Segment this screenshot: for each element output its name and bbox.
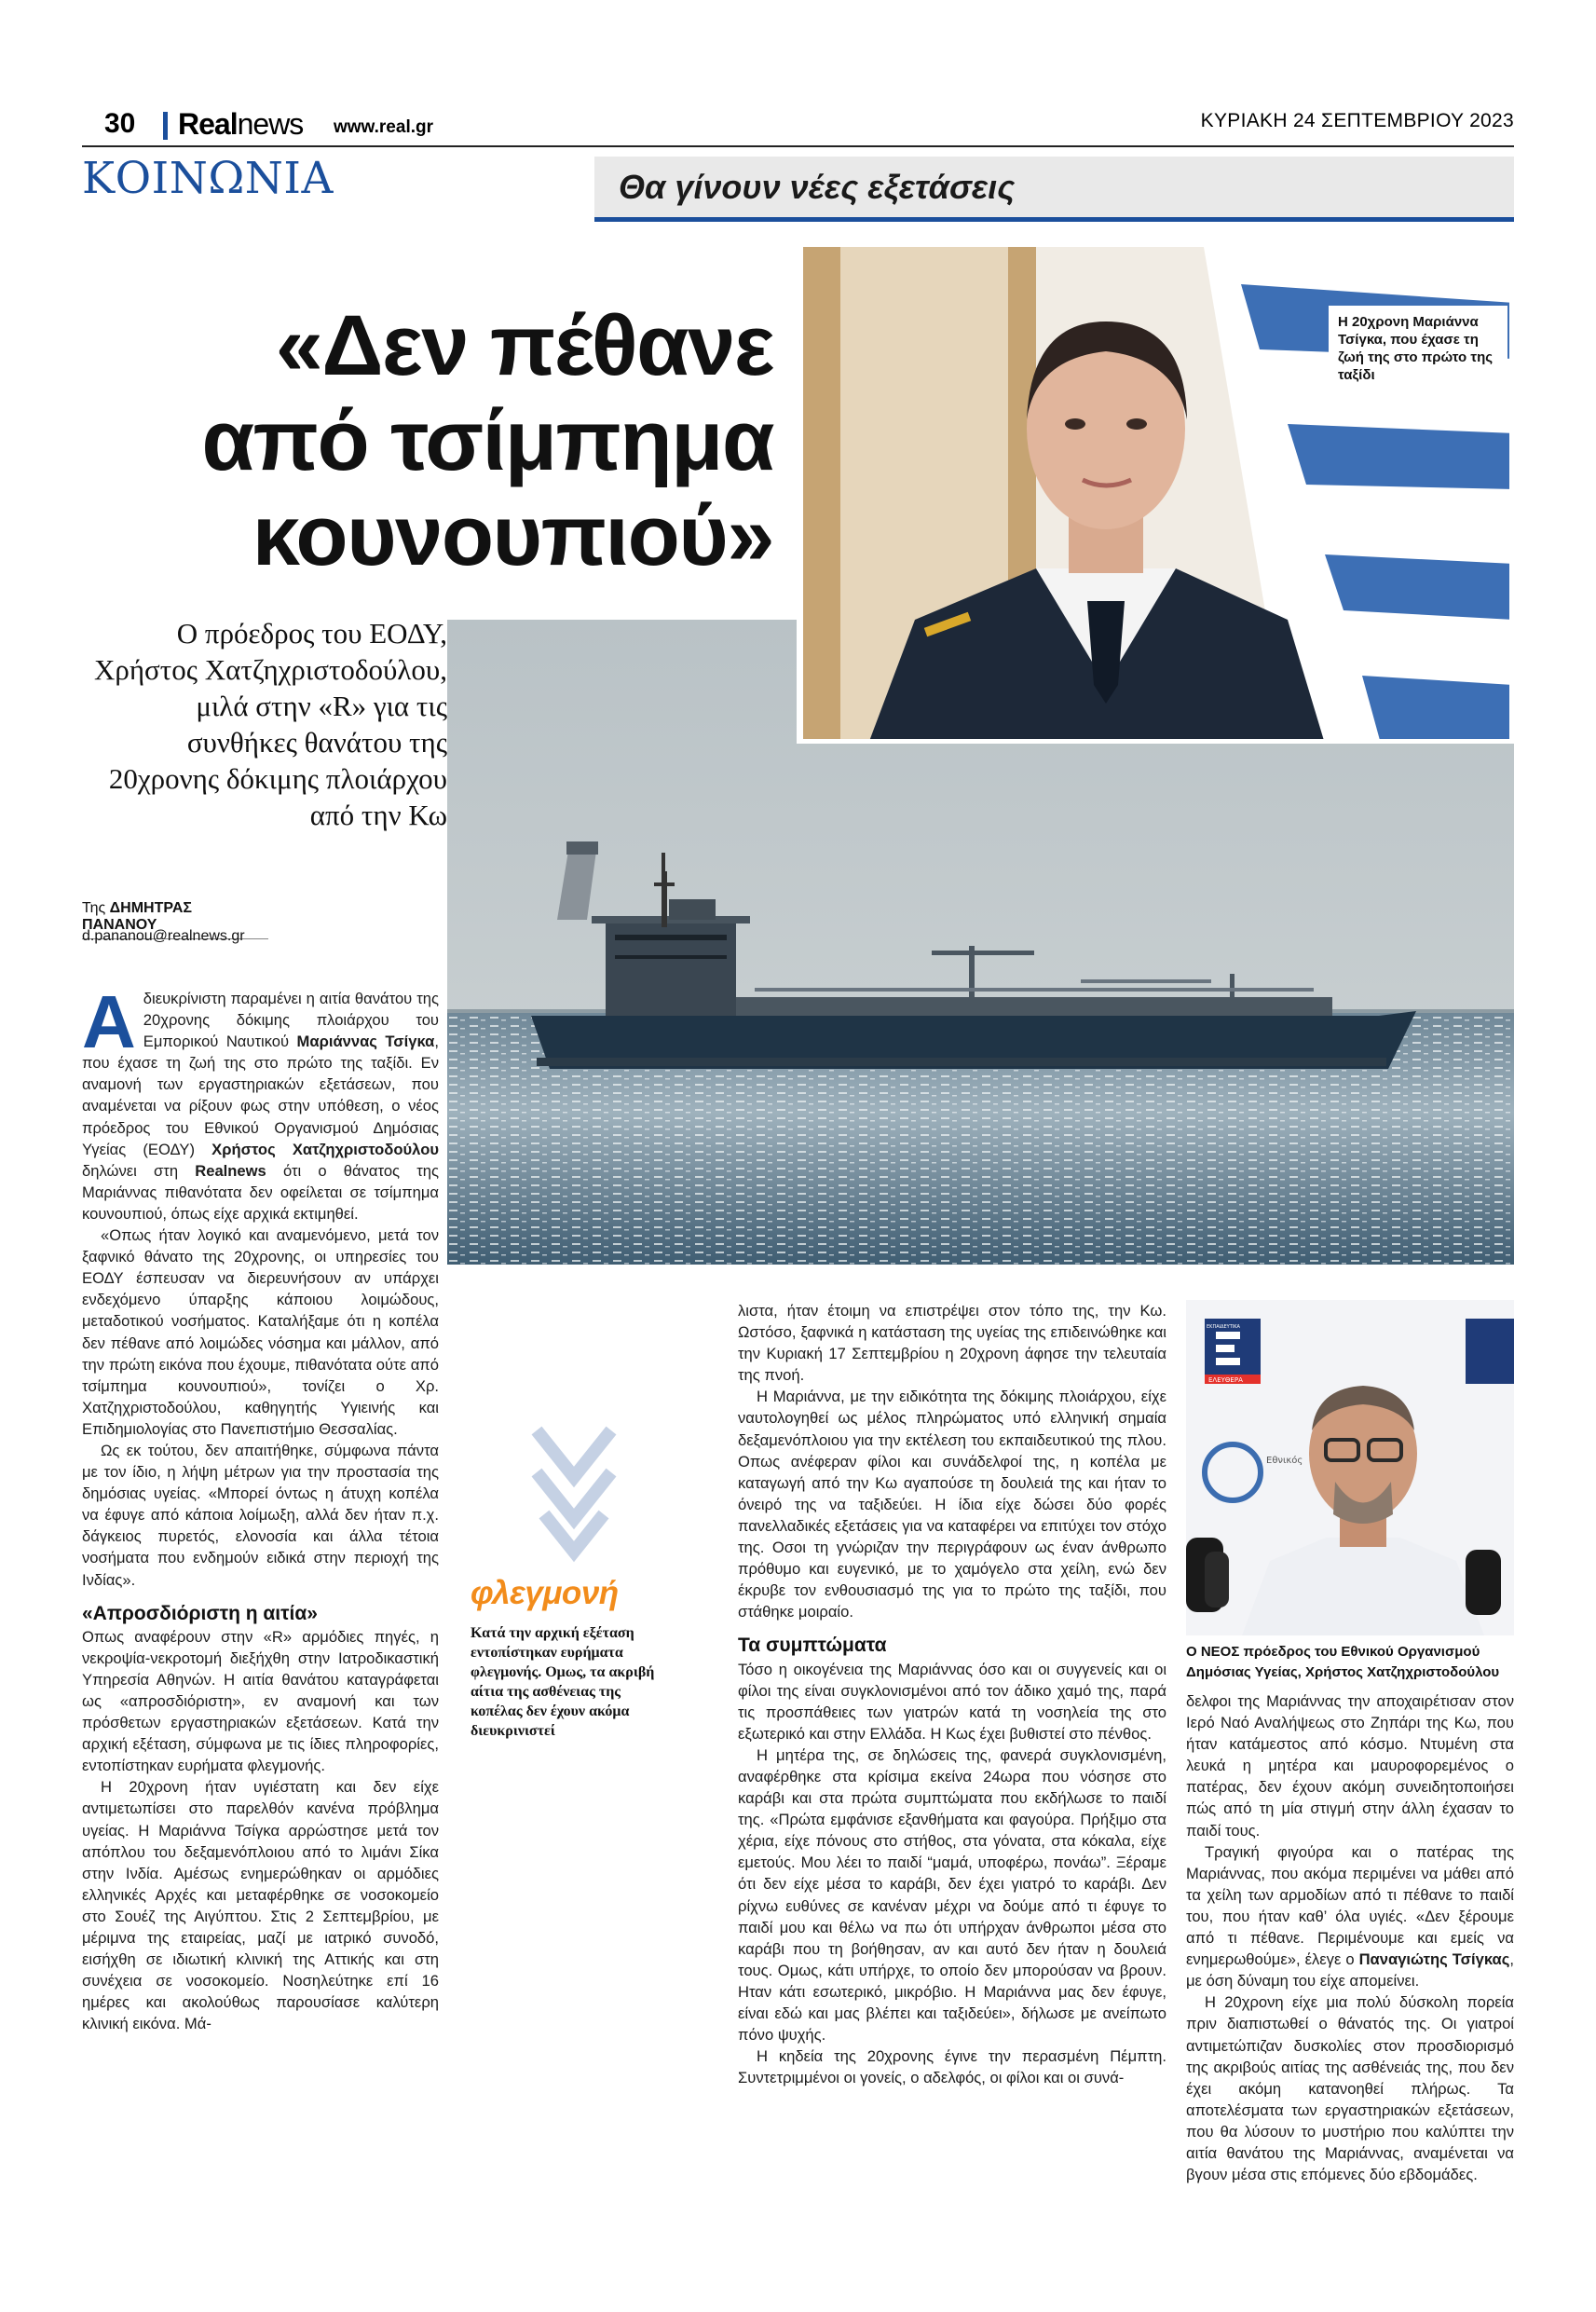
headline-line-3: κουνουπιού»: [252, 488, 773, 583]
text-run-bold: Μαριάννας Τσίγκα: [296, 1033, 435, 1051]
headline-line-1: «Δεν πέθανε: [275, 298, 773, 393]
page-number: 30: [104, 108, 136, 139]
president-caption: Ο ΝΕΟΣ πρόεδρος του Εθνικού Οργανισμού Δημόσιας Υγείας, Χρήστος Χατζηχριστοδούλου: [1186, 1644, 1500, 1680]
header-divider: [163, 112, 168, 140]
text-run: , που έχασε τη ζωή της στο πρώτο της ταξίδι. Εν αναμονή των εργαστηριακών εξετάσεων, που αναμένεται να ρίξουν φως στην υπόθεση, ο νέος πρόεδρος του Εθνικού Οργανισμού Δημόσιας Υγείας (ΕΟΔΥ): [82, 1033, 439, 1158]
text-run: δηλώνει στη: [82, 1161, 196, 1180]
logo-right: Εθνικός: [1266, 1456, 1303, 1466]
kicker-bar: [594, 157, 1514, 222]
brand-bold: Real: [178, 107, 238, 141]
byline-prefix: Της: [82, 900, 106, 916]
paragraph: Η μητέρα της, σε δηλώσεις της, φανερά συγκλονισμένη, αναφέρθηκε στα κρίσιμα εκείνα 24ωρα που νόσησε στο καράβι και στα πρώτα συμπτώματα που εκδήλωσε το παιδί της. «Πρώτα εμφάνισε εξανθήματα και φαγούρα. Πρήξιμο στα χέρια, είχε πόνους στο στήθος, στα γόνατα, στα κόκαλα, είχε εμετούς. Μου λέει το παιδί “μαμά, υποφέρω, πονάω”. Ξέραμε ότι δεν είχε μέσα το καράβι, δεν έχει γιατρό το καράβι. Δεν ρίχνω ευθύνες σε κανέναν μέχρι να δούμε από τι έφυγε το παιδί μου και θέλω να πω ότι υπήρχαν άνθρωποι μέσα στο καράβι που τη βοήθησαν, αν και αυτό δεν ήταν η δουλειά τους. Ομως, κάτι υπήρχε, το οποίο δεν μπορούσαν να βρουν. Ηταν κάτι εσωτερικό, μικρόβιο. Η Μαριάννα μας δεν έφυγε, είναι εδώ και μας βλέπει και ταξιδεύει», δήλωσε με ανείπωτο πόνο ψυχής.: [738, 1745, 1166, 2045]
kicker-text: Θα γίνουν νέες εξετάσεις: [619, 168, 1016, 206]
text-run: Τραγική φιγούρα και ο πατέρας της Μαριάννας, που ακόμα περιμένει να μάθει από τα χείλη των αρμοδίων από τι πέθανε το παιδί του, που ήταν καθ’ όλα υγιές. «Δεν ξέρουμε από τι πέθανε. Περιμένουμε και εμείς να ενημερωθούμε», έλεγε ο: [1186, 1842, 1514, 1969]
president-photo: [1186, 1300, 1514, 1635]
author-email[interactable]: d.pananou@realnews.gr: [82, 928, 245, 944]
header-rule: [82, 145, 1514, 147]
president-illustration: [1186, 1300, 1514, 1635]
logo-left-top: ΕΚΠΑΙΔΕΥΤΙΚΑ: [1207, 1324, 1240, 1330]
paragraph: Η Μαριάννα, με την ειδικότητα της δόκιμης πλοιάρχου, είχε ναυτολογηθεί ως μέλος πληρώματος υπό ελληνική σημαία δεξαμενόπλοιου για την εκτέλεση του εκπαιδευτικού της πλου. Οπως ανέφεραν φίλοι και συνάδελφοί της, η κοπέλα με καταγωγή από την Κω αγαπούσε τη δουλειά της και ήταν το όνειρό της να ταξιδεύει. Η ίδια είχε δώσει δύο φορές πανελλαδικές εξετάσεις για να καταφέρει να επιτύχει τον στόχο της. Οσοι τη γνώριζαν την περιγράφουν ως έναν άνθρωπο πρόθυμο και ευγενικό, με το χαμόγελο στα χείλη, ενώ δεν έκρυβε τον ενθουσιασμό της για το πρώτο της ταξίδι, που στάθηκε μοιραίο.: [738, 1388, 1166, 1621]
text-run-bold: Χρήστος Χατζηχριστοδούλου: [211, 1140, 439, 1158]
brand-light: news: [237, 107, 304, 141]
paragraph: Ως εκ τούτου, δεν απαιτήθηκε, σύμφωνα πάντα με τον ίδιο, η λήψη μέτρων για την προστασία της δημόσιας υγείας. «Μπορεί όντως η άτυχη κοπέλα να έφυγε από κάποια λοίμωξη, αλλά δεν ήταν π.χ. δάγκειος πυρετός, ελονοσία και άλλα τέτοια νοσήματα που ενδημούν ειδικά στην περιοχή της Ινδίας».: [82, 1441, 439, 1589]
paragraph: δελφοι της Μαριάννας την αποχαιρέτισαν στον Ιερό Ναό Αναλήψεως στο Ζηπάρι της Κω, που ήταν κατάμεστος από κόσμο. Ντυμένη στα λευκά η μητέρα και μαυροφορεμένος ο πατέρας, δεν έχουν ακόμη συνειδητοποιήσει πώς από τη μία στιγμή στην άλλη έχασαν το παιδί τους.: [1186, 1692, 1514, 1840]
paragraph: Η 20χρονη είχε μια πολύ δύσκολη πορεία πριν διαπιστωθεί ο θάνατός της. Οι γιατροί αντιμετώπιζαν δυσκολίες στον προσδιορισμό της ακριβούς αιτίας της ασθένειάς της, που δεν έχει ακόμη κατανοηθεί πλήρως. Τα αποτελέσματα των εργαστηριακών εξετάσεων, που θα λύσουν το μυστήριο που καλύπτει την αιτία θανάτου της Μαριάννας, αναμένεται να βγουν μέσα στις επόμενες δύο εβδομάδες.: [1186, 1993, 1514, 2184]
text-run: ότι ο θάνατος της Μαριάννας πιθανότατα δεν οφείλεται σε τσίμπημα κουνουπιού, όπως είχε αρχικά εκτιμηθεί.: [82, 1161, 440, 1223]
pullquote: Κατά την αρχική εξέταση εντοπίστηκαν ευρήματα φλεγμονής. Ομως, τα ακριβή αίτια της ασθένειας της κοπέλας δεν έχουν ακόμα διευκρινιστεί: [471, 1625, 655, 1739]
byline-author: ΔΗΜΗΤΡΑΣ ΠΑΝΑΝΟΥ: [82, 900, 193, 933]
text-run-bold: Realnews: [195, 1161, 266, 1180]
brand-logo: [178, 107, 303, 142]
chevron-down-icon: [527, 1421, 621, 1570]
subheading: Τα συμπτώματα: [738, 1635, 887, 1657]
paragraph: Η κηδεία της 20χρονης έγινε την περασμένη Πέμπτη. Συντετριμμένοι οι γονείς, ο αδελφός, οι φίλοι και οι συνά-: [738, 2047, 1166, 2087]
headline: [158, 298, 773, 583]
body-column-2: [738, 1300, 1166, 2088]
portrait-caption: Η 20χρονη Μαριάννα Τσίγκα, που έχασε τη ζωή της στο πρώτο της ταξίδι: [1329, 306, 1507, 391]
text-run: διευκρίνιστη παραμένει η αιτία θανάτου της 20χρονης δόκιμης πλοιάρχου του Εμπορικού Ναυτικού: [143, 990, 439, 1051]
drop-cap: Α: [82, 980, 136, 1063]
body-column-3: [1186, 1690, 1514, 2185]
logo-left: ΕΛΕΥΘΕΡΑ: [1208, 1376, 1243, 1384]
paragraph: Η 20χρονη ήταν υγιέστατη και δεν είχε αντιμετωπίσει στο παρελθόν κανένα πρόβλημα υγείας. Η Μαριάννα Τσίγκα αρρώστησε μετά τον απόπλου του δεξαμενόπλοιου από το λιμάνι Σίκα στην Ινδία. Αμέσως ενημερώθηκαν οι αρμόδιες ελληνικές Αρχές και μεταφέρθηκε σε νοσοκομείο στο Σουέζ της Αιγύπτου. Στις 2 Σεπτεμβρίου, με μέριμνα της εταιρείας, μαζί με ιατρικό συνοδό, εισήχθη σε ιδιωτική κλινική της Αττικής και στη συνέχεια σε νοσοκομείο. Νοσηλεύτηκε επί 16 ημέρες και ακολούθως παρουσίασε καλύτερη κλινική εικόνα. Μά-: [82, 1778, 439, 2033]
body-column-1: [82, 980, 440, 2035]
text-run: , με όση δύναμη του είχε απομείνει.: [1186, 1950, 1514, 1991]
website: www.real.gr: [334, 117, 433, 137]
paragraph: Οπως αναφέρουν στην «R» αρμόδιες πηγές, η νεκροψία-νεκροτομή διεξήχθη στην Ιατροδικαστική Υπηρεσία Αθηνών. Η αιτία θανάτου καταγράφεται ως «απροσδιόριστη», εν αναμονή και των πρόσθετων εργαστηριακών εξετάσεων. Κατά την αρχική εξέταση, σύμφωνα με τις ίδιες πληροφορίες, εντοπίστηκαν ευρήματα φλεγμονής.: [82, 1627, 439, 1775]
sidebar-keyword: φλεγμονή: [471, 1575, 619, 1611]
paragraph: [1186, 1841, 1514, 1992]
section-title: ΚΟΙΝΩΝΙΑ: [82, 153, 334, 204]
paragraph: Τόσο η οικογένεια της Μαριάννας όσο και οι συγγενείς και οι φίλοι της είναι συγκλονισμένοι από τον άδικο χαμό της, παρά τις προσπάθειες των γιατρών κατά τη νοσηλεία της στο εξωτερικό και στην Ελλάδα. Η Κως έχει βυθιστεί στο πένθος.: [738, 1660, 1166, 1743]
text-run-bold: Παναγιώτης Τσίγκας: [1358, 1950, 1510, 1969]
paragraph: λιστα, ήταν έτοιμη να επιστρέψει στον τόπο της, την Κω. Ωστόσο, ξαφνικά η κατάσταση της υγείας της επιδεινώθηκε και την Κυριακή 17 Σεπτεμβρίου η 20χρονη άφησε την τελευταία της πνοή.: [738, 1302, 1166, 1385]
headline-line-2: από τσίμπημα: [201, 393, 773, 488]
issue-date: ΚΥΡΙΑΚΗ 24 ΣΕΠΤΕΜΒΡΙΟΥ 2023: [1200, 110, 1514, 131]
subheading: «Απροσδιόριστη η αιτία»: [82, 1602, 318, 1624]
deck: Ο πρόεδρος του ΕΟΔΥ, Χρήστος Χατζηχριστοδούλου, μιλά στην «R» για τις συνθήκες θανάτου της 20χρονης δόκιμης πλοιάρχου από την Κω: [93, 617, 447, 831]
paragraph: «Οπως ήταν λογικό και αναμενόμενο, μετά τον ξαφνικό θάνατο της 20χρονης, οι υπηρεσίες του ΕΟΔΥ έσπευσαν να διερευνήσουν αν υπάρχει ενδεχόμενο ύπαρξης κάποιου λοιμώδους, μεταδοτικού νοσήματος. Καταλήξαμε ότι η κοπέλα δεν πέθανε από λοιμώδες νόσημα και μάλλον, από την πρώτη εικόνα που έχουμε, πιθανότατα ούτε από τσίμπημα κουνουπιού», τονίζει ο Χρ. Χατζηχριστοδούλου, καθηγητής Υγιεινής και Επιδημιολογίας στο Πανεπιστήμιο Θεσσαλίας.: [82, 1226, 439, 1438]
paragraph: [82, 980, 440, 1224]
